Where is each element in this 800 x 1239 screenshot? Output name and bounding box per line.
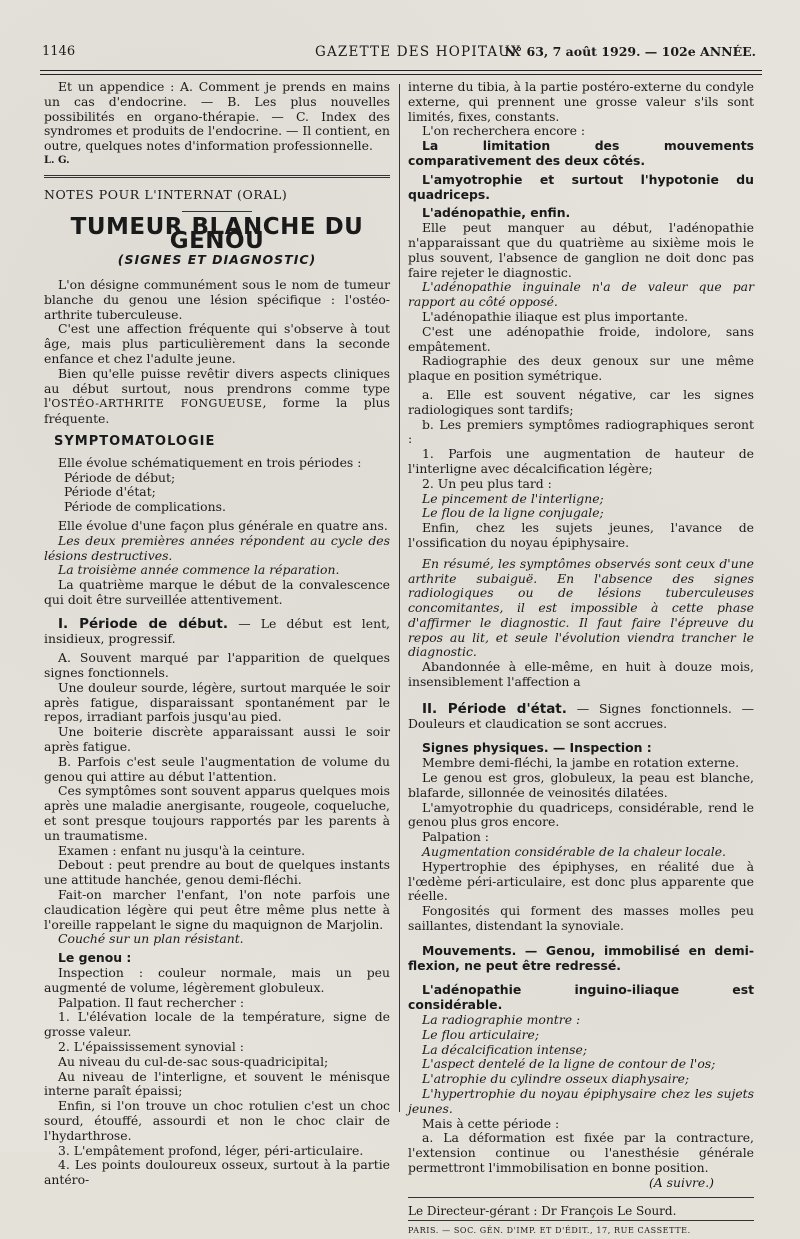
paragraph: A. Souvent marqué par l'apparition de quelques signes fonctionnels.	[44, 650, 390, 681]
list-item: Le flou articulaire;	[422, 1026, 540, 1042]
paragraph: Couché sur un plan résistant.	[58, 931, 244, 947]
paragraph: Une douleur sourde, légère, surtout marquée le soir après fatigue, disparaissant spontanément par le repos, irradiant parfois jusqu'au pied.	[44, 679, 390, 725]
period-item: Période de complications.	[64, 499, 226, 515]
paragraph: Membre demi-fléchi, la jambe en rotation externe.	[422, 755, 740, 771]
paragraph: Le pincement de l'interligne;	[422, 490, 604, 506]
paragraph: Debout : peut prendre au bout de quelques instants une attitude hanchée, genou demi-fléchi.	[44, 857, 390, 888]
paragraph: Bien qu'elle puisse revêtir divers aspects cliniques au début surtout, nous prendrons comme type l'OSTÉO-ARTHRITE FONGUEUSE, forme la plus fréquente.	[44, 365, 390, 427]
subheading: L'amyotrophie et surtout l'hypotonie du quadriceps.	[408, 171, 754, 202]
paragraph: Le genou est gros, globuleux, la peau est blanche, blafarde, sillonnée de veinosités dilatées.	[408, 770, 754, 800]
list-item: L'aspect dentelé de la ligne de contour de l'os;	[422, 1056, 716, 1072]
intro-signature: L. G.	[44, 154, 70, 166]
paragraph: Palpation. Il faut rechercher :	[58, 994, 245, 1010]
footer-rule-2	[408, 1220, 754, 1221]
list-item: La décalcification intense;	[422, 1041, 588, 1057]
period-item: Période d'état;	[64, 484, 156, 500]
period-etat-paragraph: II. Période d'état. — Signes fonctionnels. — Douleurs et claudication se sont accrues.	[408, 700, 755, 731]
paragraph: La radiographie montre :	[422, 1012, 581, 1028]
paragraph: Ces symptômes sont souvent apparus quelques mois après une maladie anergisante, rougeole, coqueluche, et sont presque toujours rapportés par les parents à un traumatisme.	[44, 783, 390, 843]
paragraph: Enfin, si l'on trouve un choc rotulien c'est un choc sourd, étouffé, assourdi et non le choc clair de l'hydarthrose.	[44, 1098, 390, 1143]
paragraph: L'on recherchera encore :	[422, 123, 586, 139]
issue-info: N° 63, 7 août 1929. — 102e ANNÉE.	[504, 44, 756, 59]
paragraph: B. Parfois c'est seule l'augmentation de volume du genou qui attire au début l'attention.	[44, 753, 390, 784]
header-rule-2	[40, 74, 762, 75]
intro-paragraph: Et un appendice : A. Comment je prends en mains un cas d'endocrine. — B. Les plus nouvelles possibilités en organo-thérapie. — C. Index des syndromes et produits de l'endocrine. — Il contient, en outre, quelques notes d'information professionnelle.	[44, 79, 390, 154]
paragraph: 2. L'épaississement synovial :	[58, 1039, 244, 1055]
to-be-continued: (A suivre.)	[648, 1174, 714, 1190]
page-header	[0, 44, 800, 68]
footer-director: Le Directeur-gérant : Dr François Le Sourd.	[408, 1203, 677, 1218]
paragraph: Fongosités qui forment des masses molles peu saillantes, distendant la synoviale.	[408, 903, 754, 934]
footer-rule	[408, 1197, 754, 1198]
header-rule	[40, 70, 762, 71]
paragraph: L'adénopathie iliaque est plus importante.	[422, 308, 689, 324]
column-divider	[399, 84, 400, 1112]
paragraph: b. Les premiers symptômes radiographiques seront :	[408, 416, 754, 447]
paragraph: Le flou de la ligne conjugale;	[422, 505, 604, 521]
paragraph: 4. Les points douloureux osseux, surtout à la partie antéro-	[44, 1157, 390, 1188]
notes-heading: NOTES POUR L'INTERNAT (ORAL)	[44, 186, 288, 202]
paragraph: Fait-on marcher l'enfant, l'on note parfois une claudication légère qui peut être même plus nette à l'oreille rappelant le signe du maquignon de Marjolin.	[44, 887, 390, 932]
paragraph: C'est une adénopathie froide, indolore, sans empâtement.	[408, 323, 754, 354]
short-rule	[182, 211, 252, 212]
paragraph: Abandonnée à elle-même, en huit à douze mois, insensiblement l'affection a	[408, 659, 754, 690]
period-item: Période de début;	[64, 469, 176, 485]
paragraph: L'on désigne communément sous le nom de tumeur blanche du genou une lésion spécifique : l'ostéo-arthrite tuberculeuse.	[44, 276, 390, 322]
paragraph: Enfin, chez les sujets jeunes, l'avance de l'ossification du noyau épiphysaire.	[408, 520, 754, 550]
paragraph: La troisième année commence la réparation.	[58, 562, 340, 578]
paragraph: Inspection : couleur normale, mais un peu augmenté de volume, légèrement globuleux.	[44, 965, 390, 995]
paragraph: Examen : enfant nu jusqu'à la ceinture.	[58, 842, 306, 858]
subheading: La limitation des mouvements comparativement des deux côtés.	[408, 138, 754, 168]
subheading: L'adénopathie inguino-iliaque est considérable.	[408, 982, 754, 1013]
paragraph: Augmentation considérable de la chaleur locale.	[422, 844, 726, 860]
paragraph: Palpation :	[422, 829, 489, 845]
article-title: TUMEUR BLANCHE DU GENOU	[70, 213, 364, 255]
page-number: 1146	[42, 44, 76, 59]
paragraph: L'amyotrophie du quadriceps, considérable, rend le genou plus gros encore.	[408, 799, 754, 830]
paragraph: Au niveau du cul-de-sac sous-quadricipital;	[58, 1053, 329, 1069]
paragraph: Hypertrophie des épiphyses, en réalité due à l'œdème péri-articulaire, est donc plus apparente que réelle.	[408, 858, 754, 904]
subheading: Mouvements. — Genou, immobilisé en demi-flexion, ne peut être redressé.	[408, 942, 754, 973]
paragraph: La quatrième marque le début de la convalescence qui doit être surveillée attentivement.	[44, 577, 390, 607]
paragraph: Elle peut manquer au début, l'adénopathie n'apparaissant que du quatrième au sixième mois le plus souvent, l'absence de ganglion ne doit donc pas faire rejeter le diagnostic.	[408, 220, 754, 280]
paragraph: Radiographie des deux genoux sur une même plaque en position symétrique.	[408, 353, 754, 384]
paragraph: Elle évolue schématiquement en trois périodes :	[58, 454, 362, 470]
subheading: L'adénopathie, enfin.	[422, 205, 571, 221]
paragraph: C'est une affection fréquente qui s'observe à tout âge, mais plus particulièrement dans la seconde enfance et chez l'adulte jeune.	[44, 321, 390, 366]
paragraph: Elle évolue d'une façon plus générale en quatre ans.	[58, 517, 388, 533]
paragraph: 2. Un peu plus tard :	[422, 475, 552, 491]
right-column	[408, 80, 754, 1239]
paragraph: L'adénopathie inguinale n'a de valeur que par rapport au côté opposé.	[408, 279, 754, 310]
list-item: L'atrophie du cylindre osseux diaphysaire;	[422, 1071, 690, 1087]
paragraph: 1. L'élévation locale de la température, signe de grosse valeur.	[44, 1009, 390, 1040]
paragraph: Une boiterie discrète apparaissant aussi le soir après fatigue.	[44, 724, 390, 755]
period-debut-paragraph: I. Période de début. — Le début est lent, insidieux, progressif.	[44, 615, 390, 646]
paragraph: Mais à cette période :	[422, 1115, 560, 1131]
paragraph: a. La déformation est fixée par la contracture, l'extension continue ou l'anesthésie générale permettront l'immobilisation en bonne position.	[408, 1130, 754, 1175]
paragraph: Les deux premières années répondent au cycle des lésions destructives.	[44, 532, 390, 563]
left-column	[44, 80, 390, 1188]
list-item: L'hypertrophie du noyau épiphysaire chez les sujets jeunes.	[408, 1086, 754, 1116]
subheading: Signes physiques. — Inspection :	[422, 740, 652, 756]
paragraph: Au niveau de l'interligne, et souvent le ménisque interne paraît épaissi;	[44, 1068, 390, 1099]
paragraph: interne du tibia, à la partie postéro-externe du condyle externe, qui prennent une grosse valeur s'ils sont limités, fixes, constants.	[408, 79, 754, 124]
separator	[44, 175, 390, 178]
paragraph: 1. Parfois une augmentation de hauteur de l'interligne avec décalcification légère;	[408, 446, 754, 476]
journal-title: GAZETTE DES HOPITAUX	[315, 44, 522, 60]
footer-printer: PARIS. — SOC. GÉN. D'IMP. ET D'ÉDIT., 17, RUE CASSETTE.	[408, 1226, 691, 1236]
subheading: Le genou :	[58, 950, 132, 966]
article-subtitle: (SIGNES ET DIAGNOSTIC)	[117, 252, 317, 268]
paragraph: 3. L'empâtement profond, léger, péri-articulaire.	[58, 1142, 364, 1158]
section-heading: SYMPTOMATOLOGIE	[54, 433, 216, 449]
summary-paragraph: En résumé, les symptômes observés sont ceux d'une arthrite subaiguë. En l'absence des signes radiologiques ou de lésions tuberculeuses concomitantes, il est impossible à cette phase d'affirmer le diagnostic. Il faut faire l'épreuve du repos au lit, et seule l'évolution viendra trancher le diagnostic.	[408, 555, 754, 660]
paragraph: a. Elle est souvent négative, car les signes radiologiques sont tardifs;	[408, 386, 754, 417]
